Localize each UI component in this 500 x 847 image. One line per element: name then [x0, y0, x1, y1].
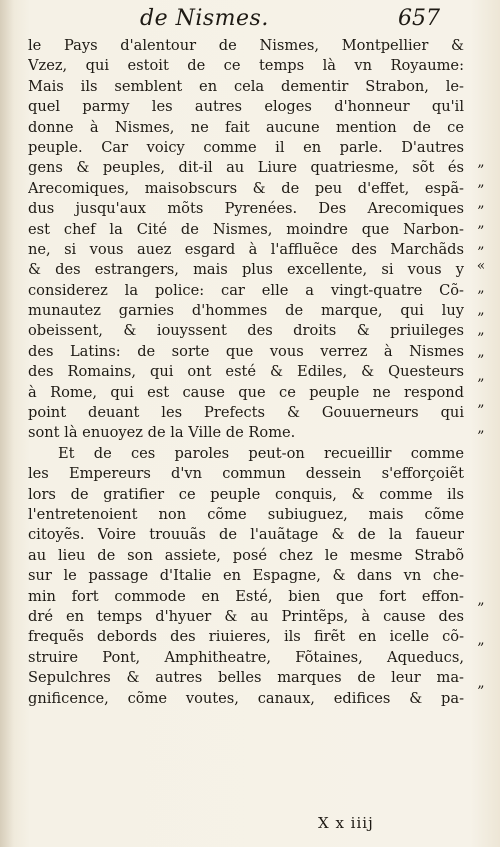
text-line: munautez garnies d'hommes de marque, qui luy — [28, 302, 464, 320]
margin-quote-mark: „ — [477, 236, 485, 252]
margin-quote-mark: „ — [477, 215, 485, 231]
text-line: peuple. Car voicy comme il en parle. D'autres — [28, 138, 464, 156]
margin-quote-mark: „ — [477, 632, 485, 648]
margin-quote-mark: „ — [477, 322, 485, 338]
text-line: gens & peuples, dit-il au Liure quatriesme, sõt és — [28, 159, 464, 177]
text-line: frequẽs debords des riuieres, ils firẽt en icelle cõ- — [28, 628, 464, 646]
text-line: les Empereurs d'vn commun dessein s'efforçoiẽt — [28, 465, 464, 483]
page-gutter-shadow — [0, 0, 14, 847]
body-text — [28, 36, 464, 709]
paragraph-first-line: Et de ces paroles peut-on recueillir comme — [58, 444, 464, 462]
margin-quote-mark: „ — [477, 592, 485, 608]
running-title: de Nismes. — [140, 6, 269, 31]
text-line: est chef la Cité de Nismes, moindre que Narbon- — [28, 220, 464, 238]
text-line: des Romains, qui ont esté & Ediles, & Questeurs — [28, 363, 464, 381]
margin-quote-mark: « — [476, 258, 486, 274]
text-line: ne, si vous auez esgard à l'affluẽce des Marchãds — [28, 240, 464, 258]
text-line: quel parmy les autres eloges d'honneur qu'il — [28, 98, 464, 116]
text-line: au lieu de son assiete, posé chez le mesme Strabõ — [28, 546, 464, 564]
text-line: le Pays d'alentour de Nismes, Montpellier & — [28, 37, 464, 54]
text-line: lors de gratifier ce peuple conquis, & comme ils — [28, 485, 464, 503]
margin-quote-mark: „ — [477, 302, 485, 318]
margin-quote-mark: „ — [477, 344, 485, 360]
margin-quote-mark: „ — [477, 195, 485, 211]
margin-quote-mark: „ — [477, 394, 485, 410]
text-line: point deuant les Prefects & Gouuerneurs qui — [28, 404, 464, 422]
text-line: considerez la police: car elle a vingt-quatre Cõ- — [28, 281, 464, 299]
signature-mark: X x iiij — [318, 814, 374, 832]
text-line: obeissent, & iouyssent des droits & priuileges — [28, 322, 464, 340]
text-line: donne à Nismes, ne fait aucune mention de ce — [28, 118, 464, 136]
text-line: à Rome, qui est cause que ce peuple ne respond — [28, 383, 464, 401]
text-line: min fort commode en Esté, bien que fort effon- — [28, 587, 464, 605]
text-line: struire Pont, Amphitheatre, Fõtaines, Aqueducs, — [28, 648, 464, 666]
text-line: des Latins: de sorte que vous verrez à Nismes — [28, 342, 464, 360]
text-line: sur le passage d'Italie en Espagne, & dans vn che- — [28, 567, 464, 585]
margin-quote-mark: „ — [477, 368, 485, 384]
margin-quote-mark: „ — [477, 174, 485, 190]
margin-quote-mark: „ — [477, 154, 485, 170]
text-line: Mais ils semblent en cela dementir Strabon, le- — [28, 77, 464, 95]
text-line: Vzez, qui estoit de ce temps là vn Royaume: — [28, 57, 464, 75]
text-line: & des estrangers, mais plus excellente, si vous y — [28, 261, 464, 279]
text-line: gnificence, cõme voutes, canaux, edifices & pa- — [28, 689, 464, 707]
text-line: Sepulchres & autres belles marques de leur ma- — [28, 669, 464, 687]
text-line: sont là enuoyez de la Ville de Rome. — [28, 424, 296, 442]
text-line: dus jusqu'aux mõts Pyrenées. Des Arecomiques — [28, 200, 464, 218]
margin-quote-mark: „ — [477, 280, 485, 296]
text-line: Arecomiques, maisobscurs & de peu d'effet, espã- — [28, 179, 464, 197]
text-line: l'entretenoient non cõme subiuguez, mais cõme — [28, 505, 464, 523]
page-number: 657 — [398, 6, 440, 31]
text-line: citoyẽs. Voire trouuãs de l'auãtage & de la faueur — [28, 526, 464, 544]
margin-quote-mark: „ — [477, 420, 485, 436]
page-header — [0, 4, 500, 38]
margin-quote-mark: „ — [477, 675, 485, 691]
text-line: dré en temps d'hyuer & au Printẽps, à cause des — [28, 607, 464, 625]
